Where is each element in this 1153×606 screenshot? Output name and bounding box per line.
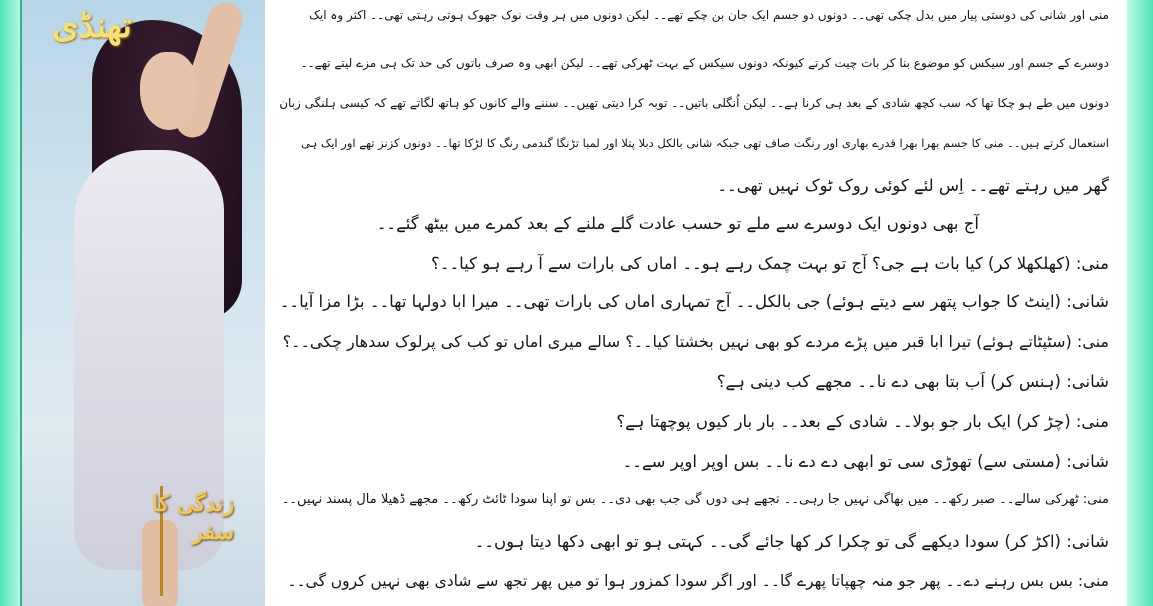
story-line: منی اور شانی کی دوستی پیار میں بدل چکی تھی۔۔ دونوں دو جسم ایک جان بن چکے تھے۔۔ لیکن دونوں میں ہر وقت نوک جھوک ہوتی رہتی تھی۔۔ اکثر وہ ایک [309,8,1109,22]
story-line: گھر میں رہتے تھے۔۔ اِس لئے کوئی روک ٹوک نہیں تھی۔۔ [717,176,1109,195]
story-line: دوسرے کے جسم اور سیکس کو موضوع بنا کر بات چیت کرتے کیونکہ دونوں سیکس کے بہت ٹھرکی تھے۔۔ لیکن ابھی وہ صرف باتوں کی حد تک ہی مزے لیتے تھے۔۔ [300,56,1109,70]
story-text [275,0,1109,606]
model-face [140,52,198,130]
story-line: استعمال کرتے ہیں۔۔ منی کا جسم بھرا بھرا قدرے بھاری اور رنگت صاف تھی جبکہ شانی بالکل دبلا پتلا اور لمبا تڑنگا گندمی رنگ کا لڑکا تھا۔۔ دونوں کزنز تھے اور ایک ہی [300,136,1109,150]
cover-photo [22,0,265,606]
dialogue-line: منی: (چڑ کر) ایک بار جو بولا۔۔ شادی کے بعد۔۔ بار بار کیوں پوچھتا ہے؟ [616,412,1109,431]
right-border [1127,0,1153,606]
left-border [0,0,22,606]
story-line: دونوں میں طے ہو چکا تھا کہ سب کچھ شادی کے بعد ہی کرنا ہے۔۔ لیکن اُنگلی باتیں۔۔ توبہ کرا دیتی تھیں۔۔ سننے والے کانوں کو ہاتھ لگاتے تھے کہ کیسی ہلنگی زبان [279,96,1109,110]
dialogue-line: منی: (کھلکھلا کر) کیا بات ہے جی؟ آج تو بہت چمک رہے ہو۔۔ اماں کی بارات سے آ رہے ہو کیا۔۔؟ [431,254,1109,273]
dialogue-line: شانی: (ہنس کر) اَب بتا بھی دے نا۔۔ مجھے کب دینی ہے؟ [716,372,1109,391]
dialogue-line: منی: بس بس رہنے دے۔۔ پھر جو منہ چھپاتا پھرے گا۔۔ اور اگر سودا کمزور ہوا تو میں پھر تجھ سے شادی بھی نہیں کروں گی۔۔ [287,572,1109,590]
dialogue-line: شانی: (مستی سے) تھوڑی سی تو ابھی دے دے نا۔۔ بس اوپر اوپر سے۔۔ [622,452,1109,471]
story-line: آج بھی دونوں ایک دوسرے سے ملے تو حسب عادت گلے ملنے کے بعد کمرے میں بیٹھ گئے۔۔ [376,214,979,233]
cover-title-top: تھنڈی [52,6,132,46]
dialogue-line: شانی: (اکڑ کر) سودا دیکھے گی تو چکرا کر کھا جائے گی۔۔ کہتی ہو تو ابھی دکھا دیتا ہوں۔۔ [474,532,1109,551]
dialogue-line: منی: (سٹپٹاتے ہوئے) تیرا ابا قبر میں پڑے مردے کو بھی نہیں بخشتا کیا۔۔؟ سالے میری اماں تو کب کی پرلوک سدھار چکی۔۔؟ [282,332,1109,351]
dialogue-line: شانی: (اینٹ کا جواب پتھر سے دیتے ہوئے) جی بالکل۔۔ آج تمہاری اماں کی بارات تھی۔۔ میرا ابا دولہا تھا۔۔ بڑا مزا آیا۔۔ [279,292,1109,311]
cover-title-bottom: زندگی کا سفر [152,491,234,545]
dialogue-line: منی: ٹھرکی سالے۔۔ صبر رکھ۔۔ میں بھاگی نہیں جا رہی۔۔ تجھے ہی دوں گی جب بھی دی۔۔ بس تو اپنا سودا ٹائٹ رکھ۔۔ مجھے ڈھیلا مال پسند نہیں۔۔ [281,492,1109,507]
